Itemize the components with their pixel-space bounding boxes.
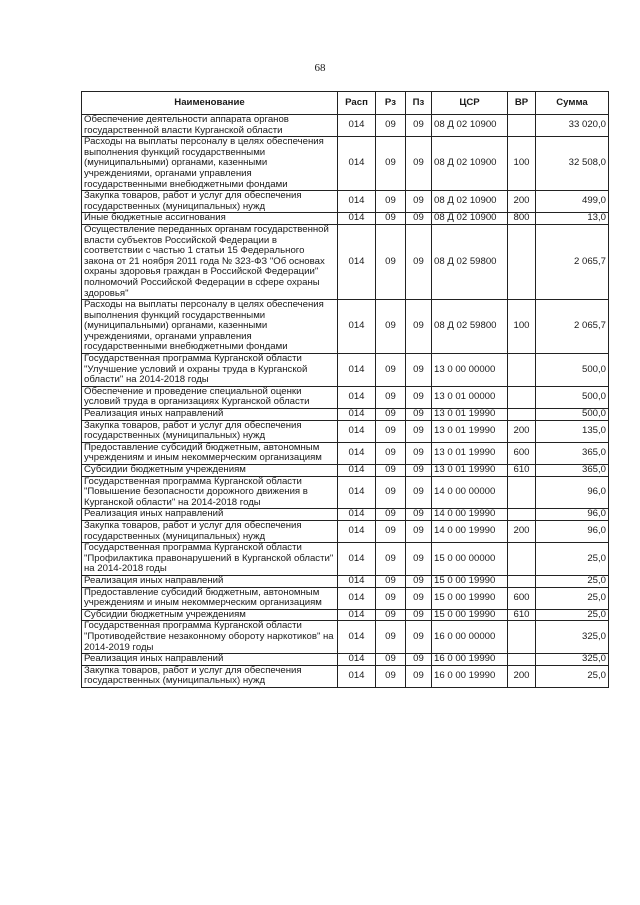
cell-sum: 2 065,7 bbox=[536, 224, 609, 299]
cell-vr bbox=[508, 386, 536, 408]
cell-pz: 09 bbox=[406, 386, 432, 408]
cell-vr: 100 bbox=[508, 137, 536, 191]
header-sum: Сумма bbox=[536, 92, 609, 115]
table-row bbox=[82, 213, 609, 225]
cell-rz: 09 bbox=[376, 420, 406, 442]
table-row bbox=[82, 609, 609, 621]
header-pz: Пз bbox=[406, 92, 432, 115]
cell-csr: 08 Д 02 59800 bbox=[432, 300, 508, 354]
cell-sum: 499,0 bbox=[536, 191, 609, 213]
cell-vr: 610 bbox=[508, 609, 536, 621]
cell-rasp: 014 bbox=[338, 654, 376, 666]
cell-sum: 96,0 bbox=[536, 520, 609, 542]
cell-pz: 09 bbox=[406, 587, 432, 609]
cell-pz: 09 bbox=[406, 543, 432, 576]
cell-rz: 09 bbox=[376, 409, 406, 421]
cell-rasp: 014 bbox=[338, 575, 376, 587]
cell-rasp: 014 bbox=[338, 420, 376, 442]
table-row bbox=[82, 621, 609, 654]
header-rz: Рз bbox=[376, 92, 406, 115]
cell-csr: 14 0 00 19990 bbox=[432, 520, 508, 542]
cell-name: Реализация иных направлений bbox=[82, 409, 338, 421]
cell-rz: 09 bbox=[376, 476, 406, 509]
cell-pz: 09 bbox=[406, 300, 432, 354]
cell-sum: 32 508,0 bbox=[536, 137, 609, 191]
table-row bbox=[82, 575, 609, 587]
cell-sum: 96,0 bbox=[536, 476, 609, 509]
cell-rasp: 014 bbox=[338, 465, 376, 477]
cell-vr: 100 bbox=[508, 300, 536, 354]
cell-rz: 09 bbox=[376, 354, 406, 387]
cell-pz: 09 bbox=[406, 621, 432, 654]
cell-name: Предоставление субсидий бюджетным, автономным учреждениям и иным некоммерческим организациям bbox=[82, 442, 338, 464]
cell-pz: 09 bbox=[406, 191, 432, 213]
cell-rz: 09 bbox=[376, 224, 406, 299]
table-row bbox=[82, 115, 609, 137]
cell-pz: 09 bbox=[406, 442, 432, 464]
cell-sum: 325,0 bbox=[536, 621, 609, 654]
cell-rasp: 014 bbox=[338, 224, 376, 299]
table-row bbox=[82, 520, 609, 542]
table-row bbox=[82, 465, 609, 477]
cell-rz: 09 bbox=[376, 543, 406, 576]
cell-sum: 25,0 bbox=[536, 587, 609, 609]
table-row bbox=[82, 137, 609, 191]
cell-pz: 09 bbox=[406, 224, 432, 299]
cell-rz: 09 bbox=[376, 621, 406, 654]
table-row bbox=[82, 386, 609, 408]
cell-sum: 325,0 bbox=[536, 654, 609, 666]
table-row bbox=[82, 409, 609, 421]
cell-vr: 200 bbox=[508, 420, 536, 442]
cell-rasp: 014 bbox=[338, 520, 376, 542]
cell-csr: 14 0 00 00000 bbox=[432, 476, 508, 509]
table-row bbox=[82, 354, 609, 387]
cell-rasp: 014 bbox=[338, 442, 376, 464]
cell-sum: 2 065,7 bbox=[536, 300, 609, 354]
cell-rz: 09 bbox=[376, 509, 406, 521]
cell-rz: 09 bbox=[376, 665, 406, 687]
cell-rz: 09 bbox=[376, 213, 406, 225]
cell-csr: 08 Д 02 59800 bbox=[432, 224, 508, 299]
cell-vr bbox=[508, 621, 536, 654]
table-row bbox=[82, 476, 609, 509]
cell-vr: 200 bbox=[508, 191, 536, 213]
cell-sum: 500,0 bbox=[536, 409, 609, 421]
cell-vr bbox=[508, 224, 536, 299]
cell-rasp: 014 bbox=[338, 300, 376, 354]
cell-sum: 33 020,0 bbox=[536, 115, 609, 137]
cell-vr bbox=[508, 654, 536, 666]
cell-pz: 09 bbox=[406, 213, 432, 225]
cell-rasp: 014 bbox=[338, 665, 376, 687]
cell-pz: 09 bbox=[406, 420, 432, 442]
cell-vr bbox=[508, 409, 536, 421]
budget-table bbox=[81, 91, 609, 688]
cell-rasp: 014 bbox=[338, 137, 376, 191]
cell-rz: 09 bbox=[376, 465, 406, 477]
cell-pz: 09 bbox=[406, 409, 432, 421]
cell-name: Субсидии бюджетным учреждениям bbox=[82, 609, 338, 621]
cell-csr: 15 0 00 19990 bbox=[432, 587, 508, 609]
cell-vr bbox=[508, 354, 536, 387]
cell-sum: 500,0 bbox=[536, 386, 609, 408]
cell-name: Расходы на выплаты персоналу в целях обеспечения выполнения функций государственными (муниципальными) органами, казенными учреждениями, органами управления государственными внебюджетными фондами bbox=[82, 300, 338, 354]
cell-pz: 09 bbox=[406, 654, 432, 666]
cell-sum: 25,0 bbox=[536, 665, 609, 687]
cell-vr bbox=[508, 543, 536, 576]
table-row bbox=[82, 654, 609, 666]
cell-rz: 09 bbox=[376, 520, 406, 542]
table-row bbox=[82, 442, 609, 464]
cell-rz: 09 bbox=[376, 609, 406, 621]
table-row bbox=[82, 224, 609, 299]
cell-name: Закупка товаров, работ и услуг для обеспечения государственных (муниципальных) нужд bbox=[82, 420, 338, 442]
table-row bbox=[82, 587, 609, 609]
cell-vr: 800 bbox=[508, 213, 536, 225]
cell-sum: 25,0 bbox=[536, 609, 609, 621]
cell-vr: 600 bbox=[508, 442, 536, 464]
cell-vr: 200 bbox=[508, 520, 536, 542]
cell-name: Реализация иных направлений bbox=[82, 509, 338, 521]
cell-csr: 16 0 00 00000 bbox=[432, 621, 508, 654]
cell-sum: 365,0 bbox=[536, 442, 609, 464]
cell-name: Субсидии бюджетным учреждениям bbox=[82, 465, 338, 477]
cell-rz: 09 bbox=[376, 300, 406, 354]
header-row bbox=[82, 92, 609, 115]
cell-vr: 610 bbox=[508, 465, 536, 477]
cell-rasp: 014 bbox=[338, 509, 376, 521]
cell-name: Расходы на выплаты персоналу в целях обеспечения выполнения функций государственными (муниципальными) органами, казенными учреждениями, органами управления государственными внебюджетными фондами bbox=[82, 137, 338, 191]
cell-sum: 500,0 bbox=[536, 354, 609, 387]
cell-rasp: 014 bbox=[338, 115, 376, 137]
cell-csr: 15 0 00 00000 bbox=[432, 543, 508, 576]
cell-rasp: 014 bbox=[338, 543, 376, 576]
cell-rz: 09 bbox=[376, 386, 406, 408]
cell-rz: 09 bbox=[376, 191, 406, 213]
cell-csr: 13 0 01 19990 bbox=[432, 465, 508, 477]
cell-rasp: 014 bbox=[338, 476, 376, 509]
cell-csr: 08 Д 02 10900 bbox=[432, 213, 508, 225]
cell-pz: 09 bbox=[406, 609, 432, 621]
cell-rz: 09 bbox=[376, 587, 406, 609]
cell-vr bbox=[508, 575, 536, 587]
cell-sum: 96,0 bbox=[536, 509, 609, 521]
table-row bbox=[82, 300, 609, 354]
table-row bbox=[82, 543, 609, 576]
cell-csr: 08 Д 02 10900 bbox=[432, 115, 508, 137]
cell-vr bbox=[508, 115, 536, 137]
cell-csr: 13 0 01 19990 bbox=[432, 409, 508, 421]
cell-pz: 09 bbox=[406, 665, 432, 687]
header-vr: ВР bbox=[508, 92, 536, 115]
cell-rz: 09 bbox=[376, 575, 406, 587]
cell-name: Осуществление переданных органам государственной власти субъектов Российской Федерации в соответствии с частью 1 статьи 15 Федерального закона от 21 ноября 2011 года № 323-ФЗ "Об основах охраны здоровья граждан в Российской Федерации" полномочий Российской Федерации в сфере охраны здоровья" bbox=[82, 224, 338, 299]
cell-name: Государственная программа Курганской области "Профилактика правонарушений в Курганской области" на 2014-2018 годы bbox=[82, 543, 338, 576]
cell-csr: 08 Д 02 10900 bbox=[432, 137, 508, 191]
cell-vr bbox=[508, 476, 536, 509]
table-row bbox=[82, 665, 609, 687]
cell-sum: 365,0 bbox=[536, 465, 609, 477]
cell-rasp: 014 bbox=[338, 621, 376, 654]
cell-name: Закупка товаров, работ и услуг для обеспечения государственных (муниципальных) нужд bbox=[82, 191, 338, 213]
cell-csr: 16 0 00 19990 bbox=[432, 654, 508, 666]
header-rasp: Расп bbox=[338, 92, 376, 115]
cell-csr: 15 0 00 19990 bbox=[432, 609, 508, 621]
cell-pz: 09 bbox=[406, 476, 432, 509]
cell-name: Реализация иных направлений bbox=[82, 654, 338, 666]
cell-rasp: 014 bbox=[338, 409, 376, 421]
cell-csr: 16 0 00 19990 bbox=[432, 665, 508, 687]
cell-pz: 09 bbox=[406, 354, 432, 387]
cell-pz: 09 bbox=[406, 465, 432, 477]
cell-vr bbox=[508, 509, 536, 521]
cell-rz: 09 bbox=[376, 115, 406, 137]
cell-vr: 200 bbox=[508, 665, 536, 687]
page-number: 68 bbox=[314, 62, 326, 74]
cell-sum: 25,0 bbox=[536, 543, 609, 576]
cell-rasp: 014 bbox=[338, 587, 376, 609]
cell-csr: 15 0 00 19990 bbox=[432, 575, 508, 587]
cell-pz: 09 bbox=[406, 520, 432, 542]
table-row bbox=[82, 509, 609, 521]
cell-csr: 08 Д 02 10900 bbox=[432, 191, 508, 213]
header-csr: ЦСР bbox=[432, 92, 508, 115]
cell-rz: 09 bbox=[376, 137, 406, 191]
cell-sum: 135,0 bbox=[536, 420, 609, 442]
cell-pz: 09 bbox=[406, 509, 432, 521]
cell-name: Государственная программа Курганской области "Противодействие незаконному обороту наркотиков" на 2014-2019 годы bbox=[82, 621, 338, 654]
cell-name: Обеспечение деятельности аппарата органов государственной власти Курганской области bbox=[82, 115, 338, 137]
cell-rasp: 014 bbox=[338, 213, 376, 225]
cell-name: Государственная программа Курганской области "Повышение безопасности дорожного движения в Курганской области" на 2014-2018 годы bbox=[82, 476, 338, 509]
cell-pz: 09 bbox=[406, 137, 432, 191]
cell-sum: 13,0 bbox=[536, 213, 609, 225]
cell-name: Реализация иных направлений bbox=[82, 575, 338, 587]
cell-name: Иные бюджетные ассигнования bbox=[82, 213, 338, 225]
header-name: Наименование bbox=[82, 92, 338, 115]
cell-name: Предоставление субсидий бюджетным, автономным учреждениям и иным некоммерческим организациям bbox=[82, 587, 338, 609]
cell-pz: 09 bbox=[406, 575, 432, 587]
cell-rz: 09 bbox=[376, 654, 406, 666]
table-body bbox=[82, 115, 609, 688]
cell-csr: 13 0 01 19990 bbox=[432, 420, 508, 442]
cell-csr: 13 0 00 00000 bbox=[432, 354, 508, 387]
cell-rasp: 014 bbox=[338, 354, 376, 387]
table-row bbox=[82, 420, 609, 442]
cell-pz: 09 bbox=[406, 115, 432, 137]
cell-sum: 25,0 bbox=[536, 575, 609, 587]
cell-name: Государственная программа Курганской области "Улучшение условий и охраны труда в Курганской области" на 2014-2018 годы bbox=[82, 354, 338, 387]
cell-rasp: 014 bbox=[338, 191, 376, 213]
cell-csr: 14 0 00 19990 bbox=[432, 509, 508, 521]
cell-name: Закупка товаров, работ и услуг для обеспечения государственных (муниципальных) нужд bbox=[82, 520, 338, 542]
cell-rasp: 014 bbox=[338, 609, 376, 621]
cell-rasp: 014 bbox=[338, 386, 376, 408]
cell-name: Обеспечение и проведение специальной оценки условий труда в организациях Курганской области bbox=[82, 386, 338, 408]
cell-csr: 13 0 01 00000 bbox=[432, 386, 508, 408]
table-row bbox=[82, 191, 609, 213]
cell-csr: 13 0 01 19990 bbox=[432, 442, 508, 464]
cell-name: Закупка товаров, работ и услуг для обеспечения государственных (муниципальных) нужд bbox=[82, 665, 338, 687]
cell-vr: 600 bbox=[508, 587, 536, 609]
cell-rz: 09 bbox=[376, 442, 406, 464]
